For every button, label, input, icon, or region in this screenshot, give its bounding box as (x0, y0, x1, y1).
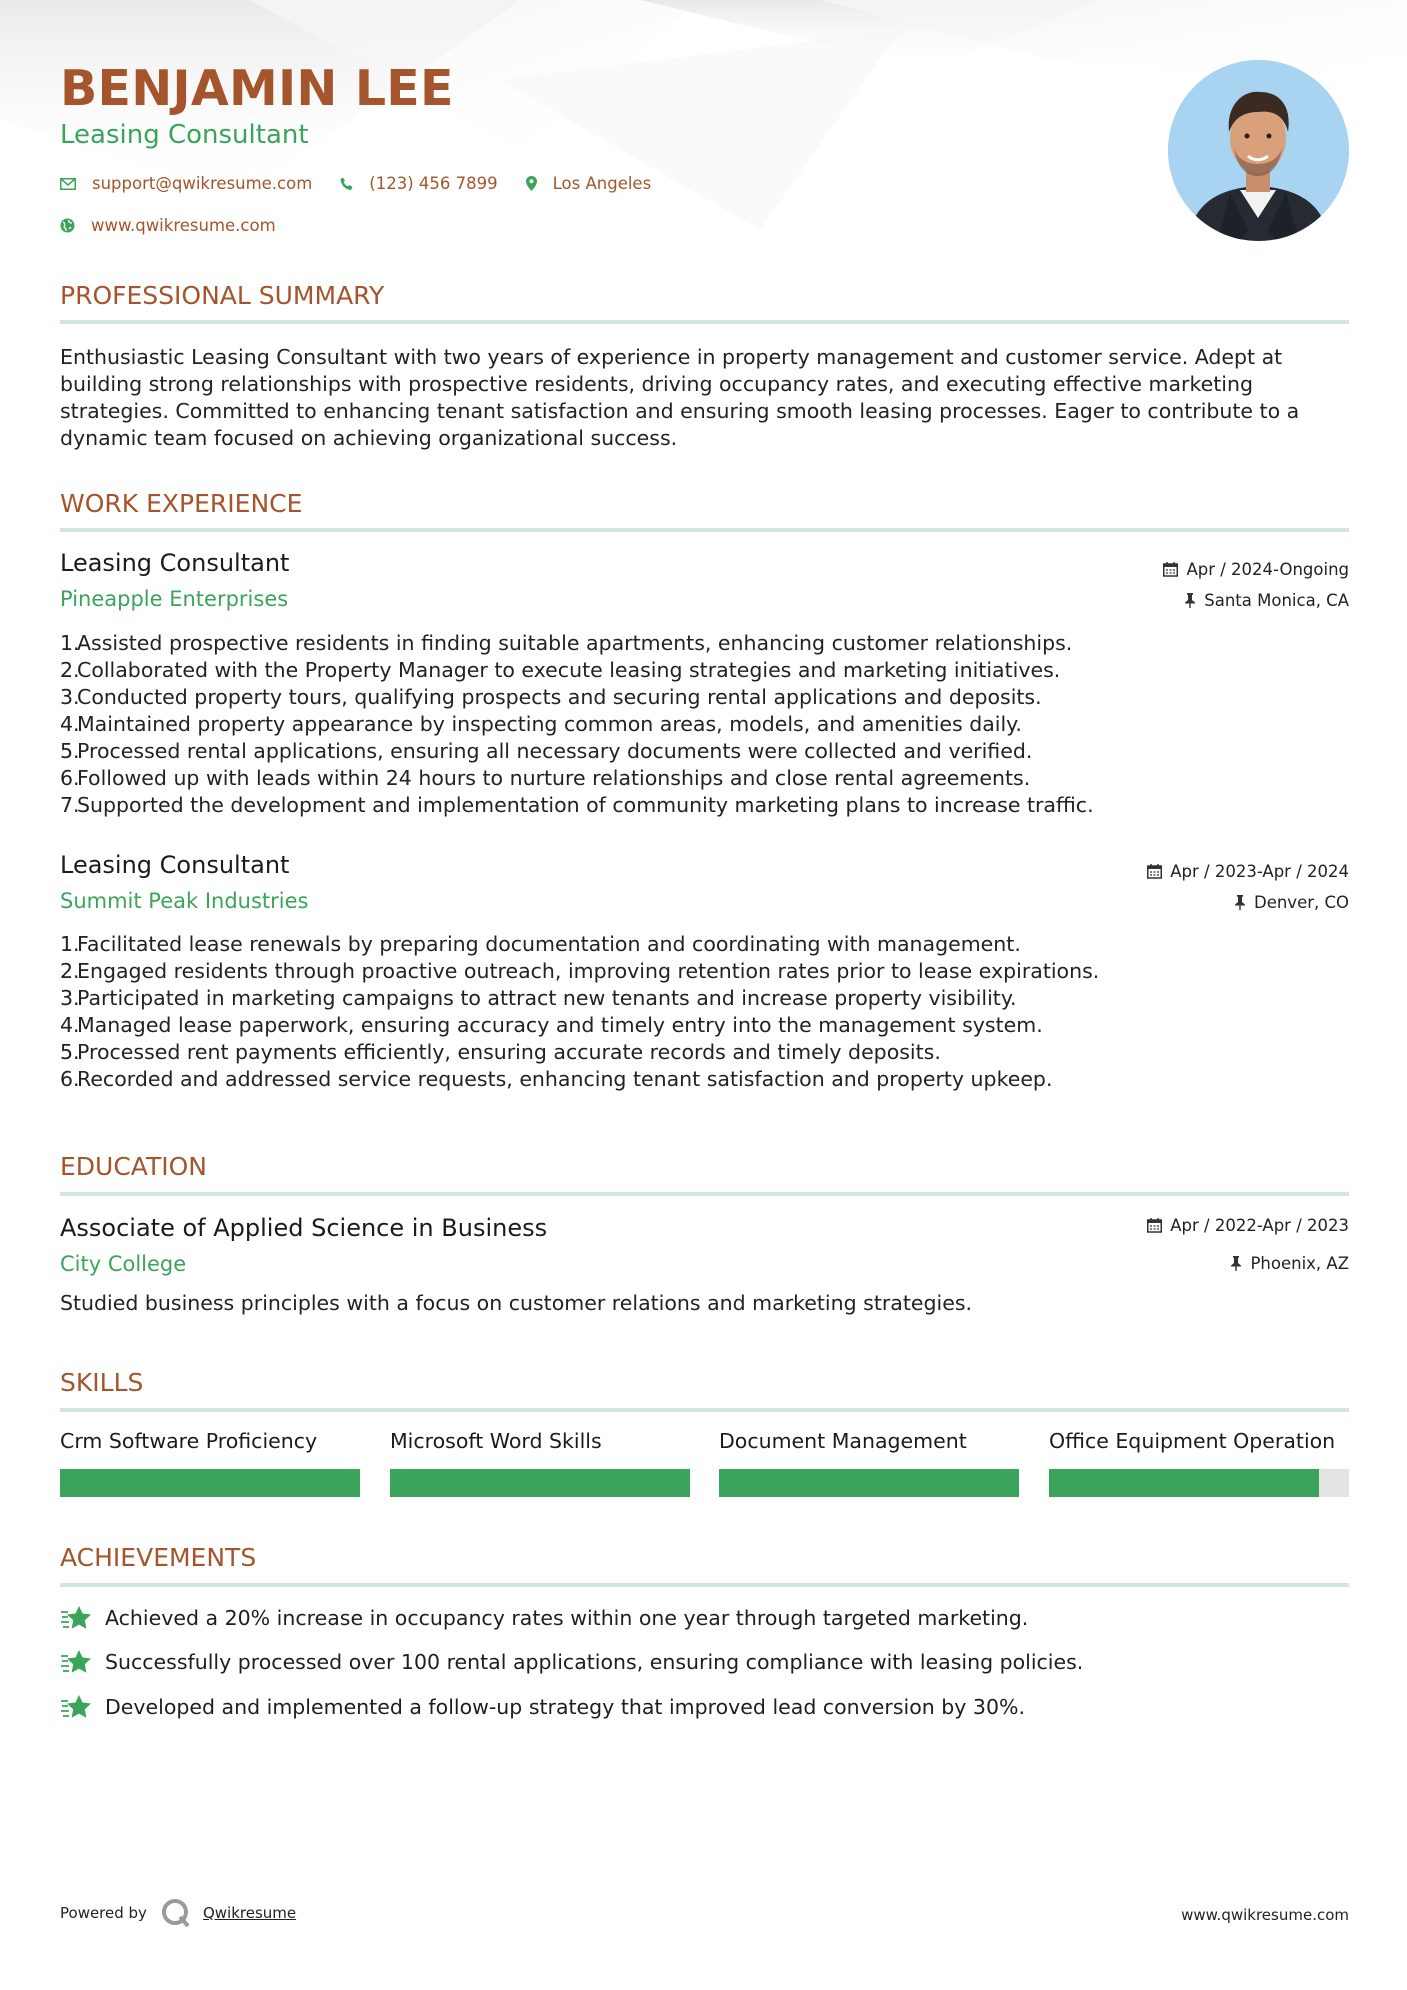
powered-by-label: Powered by (60, 1904, 147, 1922)
resume-page (60, 0, 1349, 1990)
section-divider (60, 320, 1349, 324)
summary-line: strategies. Committed to enhancing tenant satisfaction and ensuring smooth leasing processes. Eager to contribute to a (60, 399, 1300, 423)
skill-bar-fill (1049, 1469, 1319, 1497)
person-portrait-icon (1168, 60, 1349, 241)
envelope-icon (60, 178, 76, 190)
skill-label: Microsoft Word Skills (390, 1429, 602, 1453)
skill-label: Office Equipment Operation (1049, 1429, 1336, 1453)
list-item (60, 792, 1349, 819)
pushpin-icon (1184, 593, 1196, 608)
website-row (60, 216, 304, 235)
calendar-icon (1147, 1218, 1162, 1233)
bullet-text: Assisted prospective residents in finding suitable apartments, enhancing customer relationships. (77, 631, 1073, 655)
star-medal-icon (60, 1605, 93, 1631)
job-title: Leasing Consultant (60, 549, 290, 577)
pushpin-icon (1234, 895, 1246, 910)
bullet-number: 5. (60, 739, 80, 763)
bullet-number: 4. (60, 1013, 80, 1037)
job-title: Leasing Consultant (60, 851, 290, 879)
email-text: support@qwikresume.com (92, 174, 313, 193)
summary-line: building strong relationships with prospective residents, driving occupancy rates, and executing effective marketing (60, 372, 1253, 396)
company-name: Pineapple Enterprises (60, 587, 289, 611)
bullet-number: 6. (60, 766, 80, 790)
bullet-text: Facilitated lease renewals by preparing documentation and coordinating with management. (77, 932, 1021, 956)
contact-row (60, 174, 679, 193)
education-dates-text: Apr / 2022-Apr / 2023 (1170, 1216, 1349, 1235)
experience-section-title: WORK EXPERIENCE (60, 489, 303, 518)
list-item (60, 1039, 1349, 1066)
bullet-number: 2. (60, 959, 80, 983)
skill-bar-fill (390, 1469, 690, 1497)
summary-section-title: PROFESSIONAL SUMMARY (60, 281, 385, 310)
bullet-text: Engaged residents through proactive outreach, improving retention rates prior to lease expirations. (77, 959, 1100, 983)
location-text: Los Angeles (552, 174, 652, 193)
bullet-text: Followed up with leads within 24 hours to nurture relationships and close rental agreements. (77, 766, 1031, 790)
qwikresume-logo-icon (161, 1898, 191, 1928)
list-item (60, 684, 1349, 711)
list-item (60, 657, 1349, 684)
list-item (60, 630, 1349, 657)
skill-bar-track (1049, 1469, 1349, 1497)
bullet-text: Conducted property tours, qualifying prospects and securing rental applications and deposits. (77, 685, 1042, 709)
list-item (60, 985, 1349, 1012)
bullet-text: Recorded and addressed service requests, enhancing tenant satisfaction and property upkeep. (77, 1067, 1053, 1091)
summary-paragraph (60, 344, 1349, 452)
phone-text: (123) 456 7899 (369, 174, 498, 193)
degree-title: Associate of Applied Science in Business (60, 1214, 548, 1242)
skill-item (1049, 1429, 1349, 1453)
candidate-role: Leasing Consultant (60, 120, 309, 150)
candidate-name: BENJAMIN LEE (60, 60, 454, 117)
skill-label: Document Management (719, 1429, 967, 1453)
summary-line: Enthusiastic Leasing Consultant with two years of experience in property management and customer service. Adept at (60, 345, 1283, 369)
job-dates-text: Apr / 2024-Ongoing (1186, 560, 1349, 579)
skill-bar-track (60, 1469, 360, 1497)
list-item (60, 1066, 1349, 1093)
skill-bar-track (390, 1469, 690, 1497)
phone-icon (340, 177, 353, 191)
job-dates-text: Apr / 2023-Apr / 2024 (1170, 862, 1349, 881)
job-bullets (60, 630, 1349, 819)
section-divider (60, 1408, 1349, 1412)
achievement-item (60, 1694, 1025, 1720)
job-location (1234, 893, 1349, 912)
bullet-text: Managed lease paperwork, ensuring accuracy and timely entry into the management system. (77, 1013, 1043, 1037)
bullet-number: 4. (60, 712, 80, 736)
education-location-text: Phoenix, AZ (1250, 1254, 1349, 1273)
website-text: www.qwikresume.com (91, 216, 276, 235)
bullet-number: 3. (60, 685, 80, 709)
education-dates (1147, 1216, 1349, 1235)
job-location-text: Denver, CO (1253, 893, 1349, 912)
list-item (60, 958, 1349, 985)
skill-item (719, 1429, 1019, 1453)
map-marker-icon (526, 176, 537, 191)
list-item (60, 931, 1349, 958)
bullet-number: 6. (60, 1067, 80, 1091)
list-item (60, 711, 1349, 738)
section-divider (60, 1192, 1349, 1196)
company-name: Summit Peak Industries (60, 889, 309, 913)
bullet-number: 3. (60, 986, 80, 1010)
job-dates (1147, 862, 1349, 881)
calendar-icon (1147, 864, 1162, 879)
bullet-text: Supported the development and implementation of community marketing plans to increase traffic. (77, 793, 1094, 817)
globe-icon (60, 218, 75, 233)
bullet-text: Processed rental applications, ensuring all necessary documents were collected and verified. (77, 739, 1033, 763)
skills-section-title: SKILLS (60, 1368, 144, 1397)
email-item[interactable] (60, 174, 312, 193)
bullet-number: 1. (60, 932, 80, 956)
bullet-text: Maintained property appearance by inspecting common areas, models, and amenities daily. (77, 712, 1022, 736)
bullet-text: Processed rent payments efficiently, ensuring accurate records and timely deposits. (77, 1040, 941, 1064)
achievement-item (60, 1605, 1028, 1631)
calendar-icon (1163, 562, 1178, 577)
job-bullets (60, 931, 1349, 1093)
school-name: City College (60, 1252, 187, 1276)
skill-item (60, 1429, 360, 1453)
skill-label: Crm Software Proficiency (60, 1429, 318, 1453)
job-location-text: Santa Monica, CA (1204, 591, 1349, 610)
list-item (60, 765, 1349, 792)
bullet-number: 5. (60, 1040, 80, 1064)
skill-bar-fill (60, 1469, 360, 1497)
qwikresume-link[interactable]: Qwikresume (202, 1904, 297, 1922)
achievements-section-title: ACHIEVEMENTS (60, 1543, 257, 1572)
education-location (1230, 1254, 1349, 1273)
phone-item[interactable] (340, 174, 497, 193)
summary-line: dynamic team focused on achieving organizational success. (60, 426, 678, 450)
bullet-number: 1. (60, 631, 80, 655)
footer-powered-by (60, 1898, 296, 1928)
bullet-number: 2. (60, 658, 80, 682)
section-divider (60, 528, 1349, 532)
skill-item (390, 1429, 690, 1453)
education-section-title: EDUCATION (60, 1152, 207, 1181)
list-item (60, 1012, 1349, 1039)
location-item (526, 174, 652, 193)
list-item (60, 738, 1349, 765)
achievement-text: Achieved a 20% increase in occupancy rates within one year through targeted marketing. (105, 1606, 1029, 1630)
skill-bar-fill (719, 1469, 1019, 1497)
pushpin-icon (1230, 1256, 1242, 1271)
achievement-item (60, 1649, 1083, 1675)
bullet-number: 7. (60, 793, 80, 817)
skill-bar-track (719, 1469, 1019, 1497)
achievement-text: Developed and implemented a follow-up strategy that improved lead conversion by 30%. (105, 1695, 1025, 1719)
section-divider (60, 1583, 1349, 1587)
star-medal-icon (60, 1649, 93, 1675)
footer-website[interactable]: www.qwikresume.com (1181, 1906, 1349, 1924)
bullet-text: Participated in marketing campaigns to attract new tenants and increase property visibility. (77, 986, 1017, 1010)
bullet-text: Collaborated with the Property Manager to execute leasing strategies and marketing initiatives. (77, 658, 1061, 682)
job-location (1184, 591, 1349, 610)
job-dates (1163, 560, 1349, 579)
achievement-text: Successfully processed over 100 rental applications, ensuring compliance with leasing policies. (105, 1650, 1084, 1674)
star-medal-icon (60, 1694, 93, 1720)
website-item[interactable] (60, 216, 276, 235)
profile-photo (1168, 60, 1349, 241)
education-description: Studied business principles with a focus on customer relations and marketing strategies. (60, 1291, 973, 1315)
